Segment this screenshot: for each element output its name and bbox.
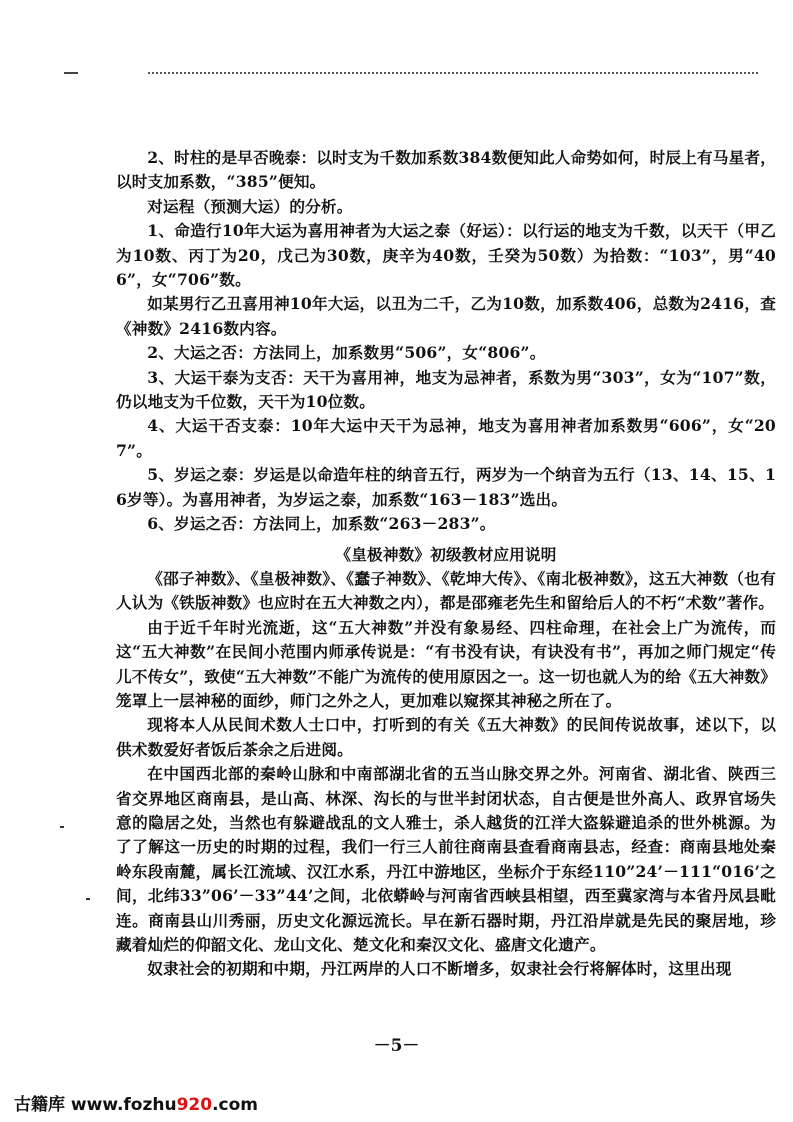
- watermark-url: www.fozhu920.com: [70, 1095, 259, 1115]
- paragraph: 2、大运之否：方法同上，加系数男“506”，女“806”。: [147, 343, 546, 363]
- paragraph: 《邵子神数》、《皇极神数》、《蠢子神数》、《乾坤大传》、《南北极神数》，这五大神数（也有人认为《铁版神数》也应时在五大神数之内），都是邵雍老先生和留给后人的不朽“术数”著作。: [116, 568, 776, 613]
- watermark-site-name: 古籍库: [14, 1095, 65, 1115]
- paragraph: 6、岁运之否：方法同上，加系数“263－283”。: [147, 514, 496, 534]
- scan-mark: [64, 72, 78, 74]
- paragraph: 对运程（预测大运）的分析。: [147, 196, 353, 216]
- paragraph: 5、岁运之泰：岁运是以命造年柱的纳音五行，两岁为一个纳音为五行（13、14、15、16岁等）。为喜用神者，为岁运之泰，加系数“163－183”选出。: [116, 465, 776, 509]
- paragraph: 4、大运干否支泰：10年大运中天干为忌神，地支为喜用神者加系数男“606”，女“207”。: [116, 416, 776, 460]
- paragraph: 2、时柱的是早否晚泰：以时支为千数加系数384数便知此人命势如何，时辰上有马星者，以时支加系数，“385”便知。: [116, 148, 776, 192]
- paragraph: 现将本人从民间术数人士口中，打听到的有关《五大神数》的民间传说故事，述以下，以供术数爱好者饭后茶余之后进阅。: [116, 715, 776, 759]
- paragraph: 由于近千年时光流逝，这“五大神数”并没有象易经、四柱命理，在社会上广为流传，而这“五大神数”在民间小范围内师承传说是：“有书没有诀，有诀没有书”，再加之师门规定“传儿不传女”，致使“五大神数”不能广为流传的使用原因之一。这一切也就人为的给《五大神数》笼罩上一层神秘的面纱，师门之外之人，更加难以窥探其神秘之所在了。: [116, 617, 776, 710]
- paragraph: 奴隶社会的初期和中期，丹江两岸的人口不断增多，奴隶社会行将解体时，这里出现: [147, 959, 732, 979]
- scan-speck: [60, 826, 64, 828]
- paragraph: 3、大运干泰为支否：天干为喜用神，地支为忌神者，系数为男“303”，女为“107”数，仍以地支为千位数，天干为10位数。: [116, 367, 776, 412]
- paragraph-group-2: [116, 567, 776, 982]
- paragraph: 在中国西北部的秦岭山脉和中南部湖北省的五当山脉交界之外。河南省、湖北省、陕西三省交界地区商南县，是山高、林深、沟长的与世半封闭状态，自古便是世外高人、政界官场失意的隐居之处，当然也有躲避战乱的文人雅士，杀人越货的江洋大盗躲避追杀的世外桃源。为了了解这一历史的时期的过程，我们一行三人前往商南县查看商南县志，经查：商南县地处秦岭东段南麓，属长江流域、汉江水系，丹江中游地区，坐标介于东经110”24’－111“016’之间，北纬33”06’－33”44’之间，北依蟒岭与河南省西峡县相望，西至冀家湾与本省丹凤县毗连。商南县山川秀丽，历史文化源远流长。早在新石器时期，丹江沿岸就是先民的聚居地，珍藏着灿烂的仰韶文化、龙山文化、楚文化和秦汉文化、盛唐文化遗产。: [116, 764, 776, 954]
- paragraph: 如某男行乙丑喜用神10年大运，以丑为二千，乙为10数，加系数406，总数为2416，查《神数》2416数内容。: [116, 294, 776, 338]
- page-number: －5－: [373, 1036, 420, 1056]
- header-rule: [148, 72, 758, 74]
- section-title: 《皇极神数》初级教材应用说明: [335, 544, 557, 564]
- paragraph-group-1: [116, 146, 776, 537]
- scan-speck: [86, 898, 90, 900]
- paragraph: 1、命造行10年大运为喜用神者为大运之泰（好运）：以行运的地支为千数，以天干（甲乙为10数、丙丁为20，戊己为30数，庚辛为40数，壬癸为50数）为拾数：“103”，男“406”，女“706”数。: [116, 221, 776, 290]
- site-watermark[interactable]: [14, 1090, 258, 1115]
- document-body: [116, 146, 776, 982]
